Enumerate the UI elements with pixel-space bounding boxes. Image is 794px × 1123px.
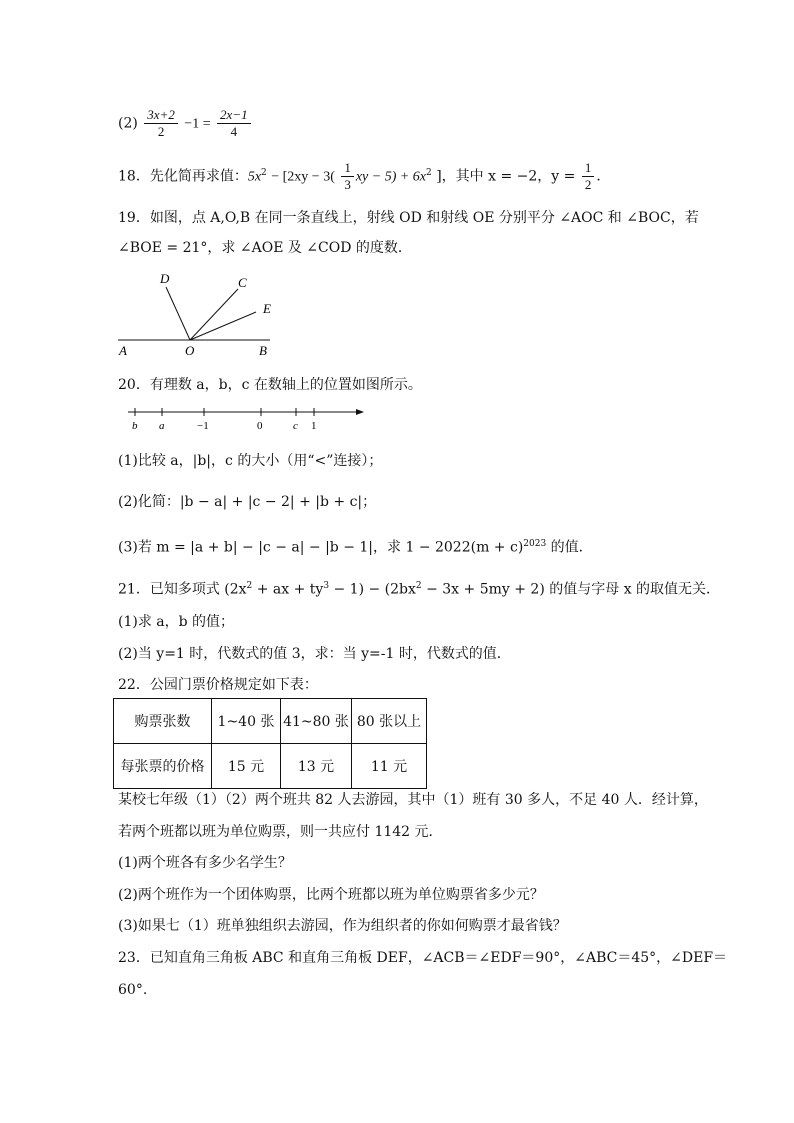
label-o: O — [185, 343, 195, 358]
label-one: 1 — [311, 420, 317, 432]
table-cell: 11 元 — [352, 744, 427, 789]
q17-2-equation — [118, 107, 253, 140]
table-cell: 购票张数 — [114, 699, 212, 744]
table-cell: 1~40 张 — [212, 699, 281, 744]
label-b: B — [259, 343, 267, 358]
q20-part1: (1)比较 a，|b|，c 的大小（用“<”连接）； — [118, 453, 383, 469]
question-20-line1: 20．有理数 a，b，c 在数轴上的位置如图所示。 — [118, 377, 422, 393]
axis-arrow-icon — [356, 409, 364, 415]
y-value-fraction: $\frac{1}{2}$ — [582, 160, 595, 193]
question-18: 18．先化简再求值：$5x^2 - [2xy - 3$( $\frac{1}{3}$ xy − $5) + 6x^2$ ]，其中 x = −2，y = $\frac{1}{2}$ ． — [118, 160, 611, 192]
question-23-line2: 60°. — [118, 982, 148, 998]
q21-part1: (1)求 a，b 的值； — [118, 614, 235, 630]
q22-text2: 若两个班都以班为单位购票，则一共应付 1142 元． — [118, 824, 443, 840]
label-b: b — [132, 420, 138, 432]
q17-2-number: (2) — [118, 115, 138, 132]
ray-od — [166, 287, 190, 340]
q20-part2: (2)化简：|b − a| + |c − 2| + |b + c|； — [118, 494, 377, 510]
label-zero: 0 — [257, 420, 263, 432]
label-a: a — [159, 420, 165, 432]
minus-one: −1 = — [184, 116, 211, 132]
price-table — [113, 698, 427, 789]
question-22-line1: 22．公园门票价格规定如下表： — [118, 677, 318, 693]
table-cell: 15 元 — [212, 744, 281, 789]
question-21-line1: 21．已知多项式 ($2x^2$ + ax + $ty^3 - 1) - (2bx^2 - 3x + 5my + 2)$ 的值与字母 x 的取值无关． — [118, 581, 721, 598]
label-d: D — [160, 271, 170, 286]
lhs-fraction: $\frac{3x+2}{2}$ — [144, 107, 178, 140]
table-cell: 13 元 — [281, 744, 352, 789]
table-cell: 80 张以上 — [352, 699, 427, 744]
q22-text1: 某校七年级（1）（2）两个班共 82 人去游园，其中（1）班有 30 多人，不足 40 人．经计算， — [118, 792, 708, 808]
label-a: A — [119, 343, 127, 358]
question-19-line1: 19．如图，点 A,O,B 在同一条直线上，射线 OD 和射线 OE 分别平分 ∠AOC 和 ∠BOC，若 — [118, 210, 699, 226]
table-row — [114, 699, 427, 744]
table-row — [114, 744, 427, 789]
q22-part1: (1)两个班各有多少名学生？ — [118, 855, 292, 871]
question-23-line1: 23．已知直角三角板 ABC 和直角三角板 DEF，∠ACB＝∠EDF＝90°，∠ABC＝45°，∠DEF＝ — [118, 950, 728, 966]
label-c: C — [238, 275, 247, 290]
table-cell: 每张票的价格 — [114, 744, 212, 789]
ray-oe — [190, 312, 256, 340]
q22-part3: (3)如果七（1）班单独组织去游园，作为组织者的你如何购票才最省钱？ — [118, 918, 567, 934]
label-c: c — [293, 420, 298, 432]
ray-oc — [190, 289, 238, 340]
table-cell: 41~80 张 — [281, 699, 352, 744]
label-e: E — [263, 301, 271, 316]
one-third-fraction: $\frac{1}{3}$ — [341, 160, 354, 193]
angle-figure — [110, 265, 280, 360]
label-neg1: −1 — [197, 420, 209, 432]
question-19-line2: ∠BOE = 21°，求 ∠AOE 及 ∠COD 的度数． — [118, 240, 412, 256]
q20-part3: (3)若 m = |a + b| − |c − a| − |b − 1|，求 $1 - 2022(m + c)^{2023}$ 的值． — [118, 539, 593, 556]
number-line — [120, 400, 370, 436]
q22-part2: (2)两个班作为一个团体购票，比两个班都以班为单位购票省多少元？ — [118, 887, 544, 903]
q21-part2: (2)当 y=1 时，代数式的值 3，求：当 y=-1 时，代数式的值． — [118, 646, 511, 662]
rhs-fraction: $\frac{2x-1}{4}$ — [217, 107, 251, 140]
